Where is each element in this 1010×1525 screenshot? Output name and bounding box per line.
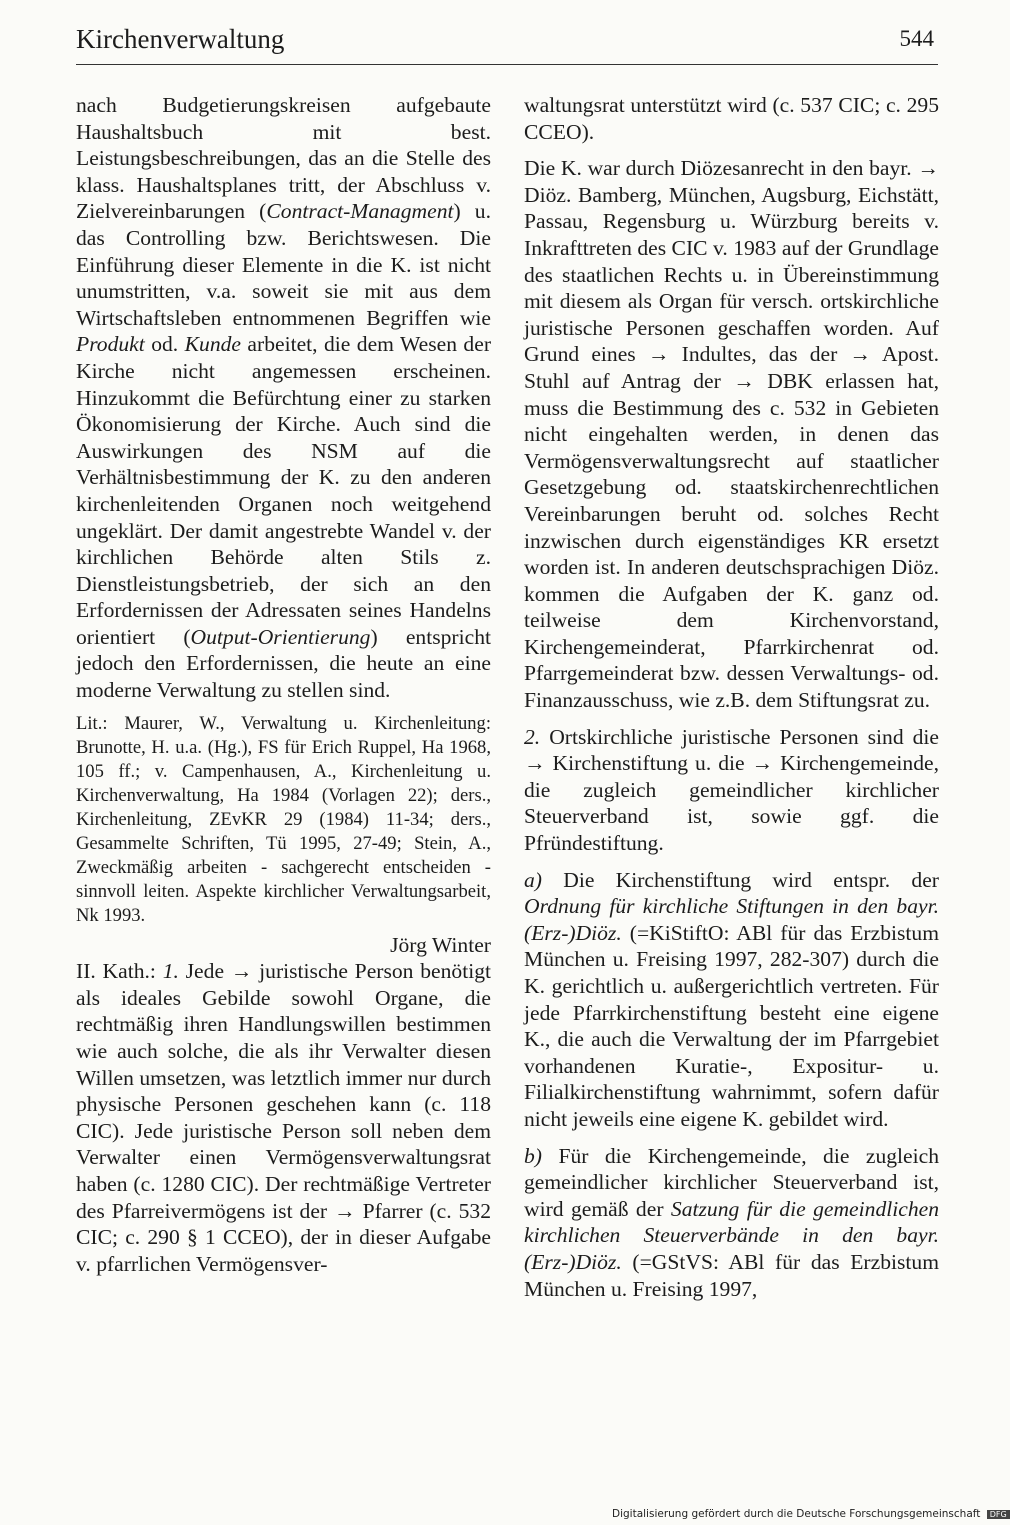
right-paragraph-1 bbox=[524, 92, 939, 145]
left-paragraph-2 bbox=[76, 958, 491, 1277]
text-run: arbeitet, die dem Wesen der Kirche nicht angemessen erscheinen. Hinzukommt die Befürchtung einer zu starken Ökonomisierung der Kirche. Auch sind die Auswirkungen des NSM auf die Verhältnisbestimmung der K. zu den anderen kirchenleitenden Organen noch weitgehend ungeklärt. Der damit angestrebte Wandel v. der kirchlichen Behörde alten Stils z. Dienstleistungsbetrieb, der sich an den Erfordernissen der Adressaten seines Handelns orientiert ( bbox=[76, 332, 492, 649]
italic-run: Produkt bbox=[76, 332, 145, 357]
italic-run: Kunde bbox=[184, 332, 242, 357]
italic-run: a) bbox=[524, 867, 542, 892]
left-column bbox=[76, 92, 491, 1277]
footer-text: Digitalisierung gefördert durch die Deutsche Forschungsgemeinschaft bbox=[612, 1508, 981, 1520]
digitization-footer bbox=[612, 1508, 1007, 1522]
text-run: (=KiStiftO: ABl für das Erzbistum München u. Freising 1997, 282-307) durch die K. gerichtlich u. außergerichtlich vertreten. Für jede Pfarrkirchenstiftung besteht eine eigene K., die auch die Verwaltung der im Pfarrgebiet vorhandenen Kuratie-, Expositur- u. Filialkirchenstiftung wahrnimmt, sofern dafür nicht jeweils eine eigene K. gebildet wird. bbox=[524, 920, 939, 1131]
italic-run: 1. bbox=[162, 959, 179, 984]
italic-run: Satzung für die gemeindlichen kirchlichen Steuerverbände in den bayr. (Erz-)Diöz. bbox=[524, 1196, 939, 1274]
italic-run: Ordnung für kirchliche Stiftungen in den bayr. (Erz-)Diöz. bbox=[524, 894, 939, 945]
text-run: waltungsrat unterstützt wird (c. 537 CIC; c. 295 CCEO). bbox=[524, 93, 939, 144]
italic-run: b) bbox=[524, 1143, 542, 1168]
italic-run: 2. bbox=[524, 724, 541, 749]
right-column bbox=[524, 92, 939, 1302]
text-run: II. Kath.: bbox=[76, 959, 163, 984]
page-number: 544 bbox=[899, 26, 934, 51]
right-paragraph-2 bbox=[524, 155, 939, 713]
left-paragraph-1 bbox=[76, 92, 491, 704]
text-run: Die Kirchenstiftung wird entspr. der bbox=[542, 867, 939, 892]
page-header bbox=[76, 18, 938, 65]
literature-references: Lit.: Maurer, W., Verwaltung u. Kirchenleitung: Brunotte, H. u.a. (Hg.), FS für Erich Ruppel, Ha 1968, 105 ff.; v. Campenhausen, A., Kirchenleitung u. Kirchenverwaltung, Ha 1984 (Vorlagen 22); ders., Kirchenleitung, ZEvKR 29 (1984) 11-34; ders., Gesammelte Schriften, Tü 1995, 27-49; Stein, A., Zweckmäßig arbeiten - sachgerecht entscheiden - sinnvoll leiten. Aspekte kirchlicher Verwaltungsarbeit, Nk 1993. bbox=[76, 712, 491, 926]
text-run: nach Budgetierungskreisen aufgebaute Haushaltsbuch mit best. Leistungsbeschreibungen, das an die Stelle des klass. Haushaltsplanes tritt, der Abschluss v. Zielvereinbarungen ( bbox=[76, 93, 491, 224]
italic-run: Contract-Managment bbox=[266, 199, 454, 224]
right-paragraph-4 bbox=[524, 867, 939, 1133]
text-run: (=GStVS: ABl für das Erzbistum München u. Freising 1997, bbox=[524, 1249, 939, 1301]
text-run: od. bbox=[144, 332, 185, 357]
right-paragraph-3 bbox=[524, 724, 939, 857]
italic-run: Output-Orientierung bbox=[190, 624, 371, 649]
running-title: Kirchenverwaltung bbox=[76, 24, 285, 54]
text-run: Die K. war durch Diözesanrecht in den bayr. → Diöz. Bamberg, München, Augsburg, Eichstätt, Passau, Regensburg u. Würzburg bereits v. Inkrafttreten des CIC v. 1983 auf der Grundlage des staatlichen Rechts u. in Übereinstimmung mit diesem als Organ für versch. ortskirchliche juristische Personen geschaffen worden. Auf Grund eines → Indultes, das der → Apost. Stuhl auf Antrag der → DBK erlassen hat, muss die Bestimmung des c. 532 in Gebieten nicht eingehalten werden, in denen das Vermögensverwaltungsrecht auf staatlicher Gesetzgebung od. staatskirchenrechtlichen Vereinbarungen beruht od. solches Recht inzwischen durch eigenständiges KR ersetzt worden ist. In anderen deutschsprachigen Diöz. kommen die Aufgaben der K. ganz od. teilweise dem Kirchenvorstand, Kirchengemeinderat, Pfarrkirchenrat od. Pfarrgemeinderat bzw. dessen Verwaltungs- od. Finanzausschuss, wie z.B. dem Stiftungsrat zu. bbox=[524, 156, 939, 713]
text-run: ) u. das Controlling bzw. Berichtswesen. Die Einführung dieser Elemente in die K. ist nicht unumstritten, v.a. soweit sie mit aus dem Wirtschaftsleben entnommenen Begriffen wie bbox=[76, 199, 491, 330]
author-signature: Jörg Winter bbox=[390, 932, 491, 957]
text-run: Für die Kirchengemeinde, die zugleich gemeindlicher kirchlicher Steuerverband ist, wird gemäß der bbox=[524, 1143, 939, 1221]
dfg-logo: DFG bbox=[987, 1510, 1010, 1519]
right-paragraph-5 bbox=[524, 1143, 939, 1303]
text-run: Jede → juristische Person benötigt als ideales Gebilde sowohl Organe, die rechtmäßig ihren Handlungswillen bestimmen wie auch solche, die als ihr Verwalter diesen Willen umsetzen, was letztlich immer nur durch physische Personen geschehen kann (c. 118 CIC). Jede juristische Person soll neben dem Verwalter einen Vermögensverwaltungsrat haben (c. 1280 CIC). Der rechtmäßige Vertreter des Pfarreivermögens ist der → Pfarrer (c. 532 CIC; c. 290 § 1 CCEO), der in dieser Aufgabe v. pfarrlichen Vermögensver- bbox=[76, 959, 491, 1276]
text-run: ) entspricht jedoch den Erfordernissen, die heute an eine moderne Verwaltung zu stellen sind. bbox=[76, 624, 491, 703]
text-run: Ortskirchliche juristische Personen sind die → Kirchenstiftung u. die → Kirchengemeinde, die zugleich gemeindlicher kirchlicher Steuerverband ist, sowie ggf. die Pfründestiftung. bbox=[524, 724, 939, 856]
